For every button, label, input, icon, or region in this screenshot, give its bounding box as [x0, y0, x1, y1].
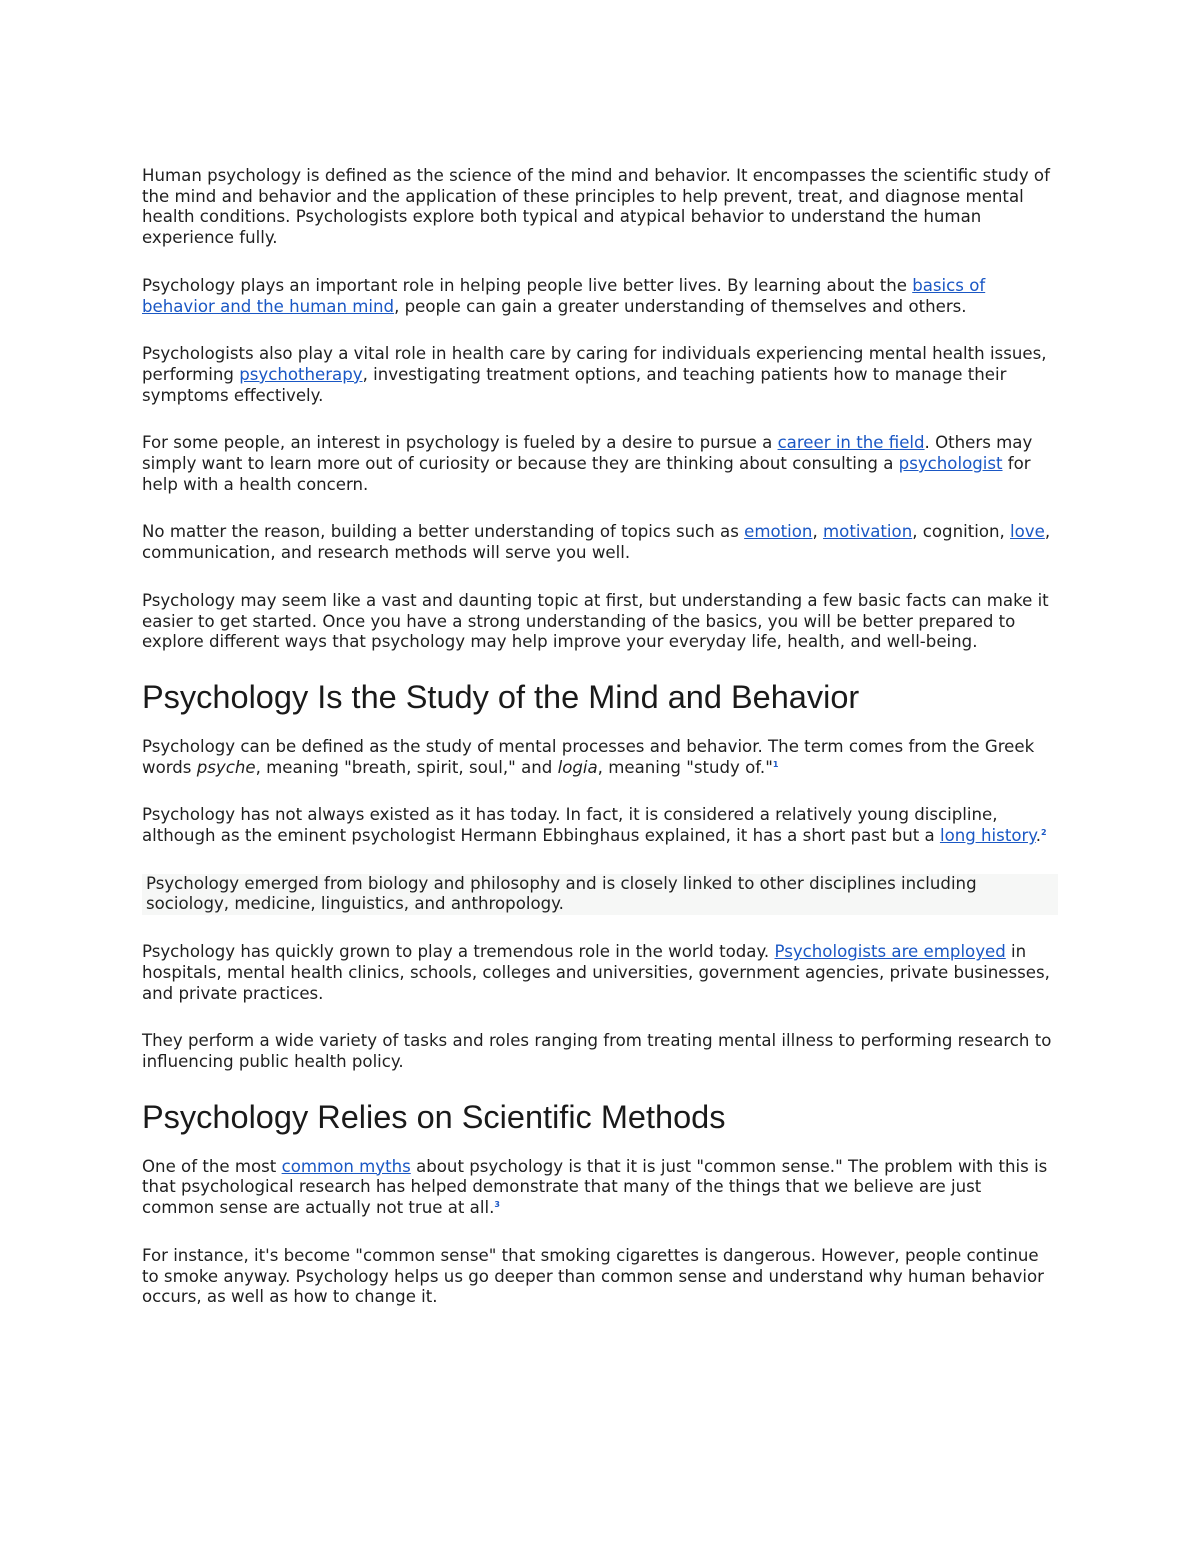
psychologist-link[interactable]: psychologist	[898, 454, 1003, 474]
section1-paragraph-1	[142, 737, 1058, 778]
document-body	[142, 166, 1058, 1335]
motivation-link[interactable]: motivation	[823, 522, 913, 542]
intro-paragraph-2	[142, 276, 1058, 317]
section-heading-scientific-methods: Psychology Relies on Scientific Methods	[142, 1098, 726, 1135]
text-segment: Psychology plays an important role in helping people live better lives. By learning about the	[142, 275, 913, 295]
text-segment: Psychology can be defined as the study of mental processes and behavior. The term comes from the Greek words	[142, 736, 1035, 777]
text-segment: , cognition,	[912, 522, 1011, 542]
citation-ref[interactable]: 2	[1041, 828, 1047, 838]
text-segment: , investigating treatment options, and teaching patients how to manage their symptoms effectively.	[142, 364, 1007, 405]
text-segment: ,	[812, 522, 823, 542]
citation-ref[interactable]: 3	[494, 1200, 500, 1210]
text-segment: Psychologists also play a vital role in health care by caring for individuals experiencing mental health issues, performing	[142, 344, 1047, 384]
text-segment: , meaning "breath, spirit, soul," and	[255, 757, 558, 777]
section1-paragraph-2	[142, 805, 1058, 846]
emotion-link[interactable]: emotion	[744, 522, 813, 542]
text-segment: in hospitals, mental health clinics, schools, colleges and universities, government agencies, private businesses, and private practices.	[142, 942, 1050, 1003]
intro-paragraph-5	[142, 522, 1058, 563]
career-in-the-field-link[interactable]: career in the field	[777, 433, 925, 453]
basics-of-behavior-link[interactable]: basics of behavior and the human mind	[142, 275, 986, 316]
section1-paragraph-5: They perform a wide variety of tasks and roles ranging from treating mental illness to performing research to influencing public health policy.	[142, 1031, 1052, 1071]
text-segment: for help with a health concern.	[142, 454, 1031, 494]
intro-paragraph-1: Human psychology is defined as the science of the mind and behavior. It encompasses the scientific study of the mind and behavior and the application of these principles to help prevent, treat, and diagnose mental health conditions. Psychologists explore both typical and atypical behavior to understand the human experience fully.	[142, 166, 1050, 248]
text-segment: For some people, an interest in psychology is fueled by a desire to pursue a	[142, 433, 778, 453]
text-segment: , communication, and research methods will serve you well.	[142, 522, 1051, 563]
text-segment: , people can gain a greater understanding of themselves and others.	[394, 296, 967, 316]
intro-paragraph-4	[142, 433, 1058, 495]
text-segment: Psychology has not always existed as it has today. In fact, it is considered a relatively young discipline, although as the eminent psychologist Hermann Ebbinghaus explained, it has a short past but a	[142, 805, 998, 846]
text-segment: . Others may simply want to learn more out of curiosity or because they are thinking about consulting a	[142, 433, 1033, 474]
text-segment: One of the most	[142, 1156, 282, 1176]
text-segment: , meaning "study of."	[597, 757, 773, 777]
text-segment: about psychology is that it is just "common sense." The problem with this is that psychological research has helped demonstrate that many of the things that we believe are just common sense are actually not true at all.	[142, 1156, 1048, 1218]
text-segment: Psychology has quickly grown to play a tremendous role in the world today.	[142, 942, 775, 962]
psychologists-are-employed-link[interactable]: Psychologists are employed	[774, 942, 1006, 962]
long-history-link[interactable]: long history	[939, 826, 1036, 846]
intro-paragraph-6: Psychology may seem like a vast and daunting topic at first, but understanding a few basic facts can make it easier to get started. Once you have a strong understanding of the basics, you will be better prepared to explore different ways that psychology may help improve your everyday life, health, and well-being.	[142, 590, 1049, 652]
section1-paragraph-4	[142, 942, 1058, 1004]
love-link[interactable]: love	[1010, 522, 1045, 542]
section2-paragraph-2: For instance, it's become "common sense" that smoking cigarettes is dangerous. However, people continue to smoke anyway. Psychology helps us go deeper than common sense and understand why human behavior occurs, as well as how to change it.	[142, 1245, 1044, 1307]
citation-ref[interactable]: 1	[772, 759, 779, 769]
text-segment: No matter the reason, building a better understanding of topics such as	[142, 522, 745, 542]
greek-word-logia: logia	[557, 757, 598, 777]
text-segment: .	[1035, 826, 1042, 846]
intro-paragraph-3	[142, 344, 1058, 406]
common-myths-link[interactable]: common myths	[281, 1156, 411, 1176]
greek-word-psyche: psyche	[196, 757, 256, 777]
section2-paragraph-1	[142, 1157, 1058, 1219]
psychotherapy-link[interactable]: psychotherapy	[239, 364, 363, 384]
section1-paragraph-3: Psychology emerged from biology and philosophy and is closely linked to other disciplines including sociology, medicine, linguistics, and anthropology.	[142, 874, 1058, 915]
section-heading-study-of-mind: Psychology Is the Study of the Mind and Behavior	[142, 678, 860, 715]
